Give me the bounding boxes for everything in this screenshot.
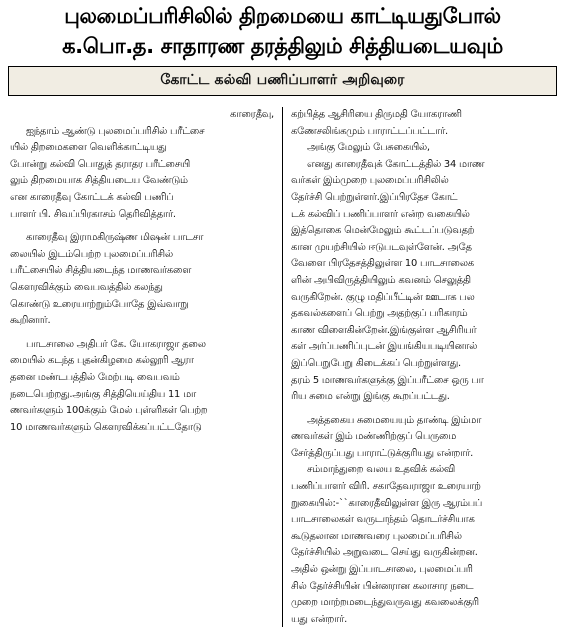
text-line: சில் தேர்ச்சியின் பின்னரான கலாசார நடை bbox=[291, 580, 474, 592]
text-line: ளின் அபிவிருத்தியிலும் கவனம் செலுத்தி bbox=[291, 274, 471, 286]
text-line: முறை மாற்றமடைந்துவருவது கவலைக்குரி bbox=[291, 597, 479, 609]
text-line: யது என்றார். bbox=[291, 613, 348, 625]
subheadline: கோட்ட கல்வி பணிப்பாளர் அறிவுரை bbox=[160, 72, 405, 89]
text-line: அத்தகைய சுமையையும் தாண்டி இம்மா bbox=[307, 414, 482, 426]
text-line: காரைதீவு இராமகிருஷ்ண மிஷன் பாடசா bbox=[26, 232, 204, 244]
text-line: அதில் ஒன்று இப்பாடசாலை, புலமைப்பரி bbox=[291, 564, 473, 576]
text-line: கூறினார். bbox=[10, 315, 51, 327]
text-line: சம்மாந்துறை வலய உதவிக் கல்வி bbox=[307, 464, 455, 476]
headline-line-2: க.பொ.த. சாதாரண தரத்திலும் சித்தியடையவும் bbox=[62, 34, 503, 59]
text-line: கள் அர்ப்பணிப்புடன் இயங்கியபடியினால் bbox=[291, 341, 478, 353]
right-column bbox=[283, 107, 557, 627]
text-line: இப்பெறுபேறு கிடைக்கப் பெற்றுள்ளது. bbox=[291, 357, 461, 369]
text-line: கூடுதலான மாணவரை புலமைப்பரிசில் bbox=[291, 530, 462, 542]
text-line: ணவர்களும் 100க்கும் மேல் புள்ளிகள் பெற்ற bbox=[10, 405, 208, 417]
text-line: கற்பித்த ஆசிரியை திருமதி யோகராணி bbox=[291, 109, 462, 120]
text-line: லும் திறமையாக சித்தியடைய வேண்டும் bbox=[10, 175, 188, 187]
text-line: பணிப்பாளர் விரி. சகாதேவராஜா உரையாற் bbox=[291, 481, 481, 493]
text-line: யில் திறமைகளை வெளிக்காட்டியது bbox=[10, 142, 167, 154]
text-line: இத்தொகை மென்மேலும் கூட்டப்படுவதற் bbox=[291, 225, 475, 237]
text-line: தேர்ச்சியில் அறுவடை செய்து வருகின்றன. bbox=[291, 547, 478, 559]
text-line: அங்கு மேலும் பேசுகையில், bbox=[307, 142, 430, 154]
text-line: ணவர்கள் இம் மண்ணிற்குப் பெருமை bbox=[291, 431, 457, 443]
text-line: மையில் கடந்த புதன்கிழமை கல்லூரி ஆரா bbox=[10, 355, 194, 367]
text-line: வேளை பிரதேசத்திலுள்ள 10 பாடசாலைக bbox=[291, 258, 474, 270]
text-line: டக் கல்விப் பணிப்பாளர் என்ற வகையில் bbox=[291, 208, 470, 220]
text-line: கொண்டு உரையாற்றும்போதே இவ்வாறு bbox=[10, 298, 189, 310]
text-line: பாடசாலைகள் வருடாந்தம் தொடர்ச்சியாக bbox=[291, 514, 475, 526]
text-line: தேர்ச்சி பெற்றுள்ளர்.இப்பிரதேச கோட் bbox=[291, 191, 458, 203]
subheadline-bar bbox=[8, 66, 557, 96]
text-line: 10 மாணவர்களும் கௌரவிக்கப்பட்டதோடு bbox=[10, 421, 202, 433]
text-line: காரைதீவு, bbox=[230, 109, 274, 120]
text-line: கௌரவிக்கும் வைபவத்தில் கலந்து bbox=[10, 281, 163, 293]
text-line: ரிய சுமை என்று இங்கு கூறப்பட்டது. bbox=[291, 391, 450, 403]
text-line: வர்கள் இம்முறை புலமைப்பரிசிலில் bbox=[291, 175, 449, 187]
text-line: லையில் இடம்பெற்ற புலமைப்பரிசில் bbox=[10, 248, 173, 260]
text-line: தனை மண்டபத்தில் மேற்படி வைபவம் bbox=[10, 371, 180, 383]
text-line: பாளர் பி. சிவப்பிரகாசம் தெரிவித்தார். bbox=[10, 208, 176, 220]
text-line: போன்று கல்வி பொதுத் தராதர பரீட்சையி bbox=[10, 158, 190, 170]
text-line: கான முயற்சியில் ஈடுபடவுள்ளேன். அதே bbox=[291, 241, 472, 253]
text-line: காண விளைகின்றேன்.இங்குள்ள ஆசிரியர் bbox=[291, 324, 477, 336]
text-line: வருகிறேன். குழு மதிப்பீட்டின் ஊடாக பல bbox=[291, 291, 475, 303]
paragraph-gap bbox=[10, 223, 274, 230]
text-line: பாடசாலை அதிபர் கே. யோகராஜா தலை bbox=[26, 338, 206, 350]
text-line: கணேசலிங்கமும் பாராட்டப்பட்டார். bbox=[291, 125, 448, 137]
text-line: தகவல்களைப் பெற்று அதற்குப் பரிகாரம் bbox=[291, 308, 468, 320]
text-line: றுகையில்:-``காரைதீவிலுள்ள இரு ஆரம்பப் bbox=[291, 497, 483, 509]
left-column bbox=[8, 107, 283, 627]
text-line: சேர்த்திருப்பது பாராட்டுக்குரியது என்றார். bbox=[291, 447, 474, 459]
paragraph-gap bbox=[291, 406, 555, 413]
text-line: தரம் 5 மாணவர்களுக்கு இப்பரீட்சை ஒரு பா bbox=[291, 374, 484, 386]
text-line: நடைபெற்றது.அங்கு சித்தியெய்திய 11 மா bbox=[10, 388, 196, 400]
headline-line-1: புலமைப்பரிசிலில் திறமையை காட்டியதுபோல் bbox=[64, 4, 501, 28]
paragraph-gap bbox=[10, 330, 274, 337]
text-line: பரீட்சையில் சித்தியடைந்த மாணவர்களை bbox=[10, 265, 192, 277]
article-body bbox=[8, 107, 557, 627]
text-line: ஐந்தாம் ஆண்டு புலமைப்பரிசில் பரீட்சை bbox=[26, 125, 205, 137]
text-line: எனது காரைதீவுக் கோட்டத்தில் 34 மாண bbox=[307, 158, 485, 170]
text-line: என காரைதீவு கோட்டக் கல்வி பணிப் bbox=[10, 191, 174, 203]
